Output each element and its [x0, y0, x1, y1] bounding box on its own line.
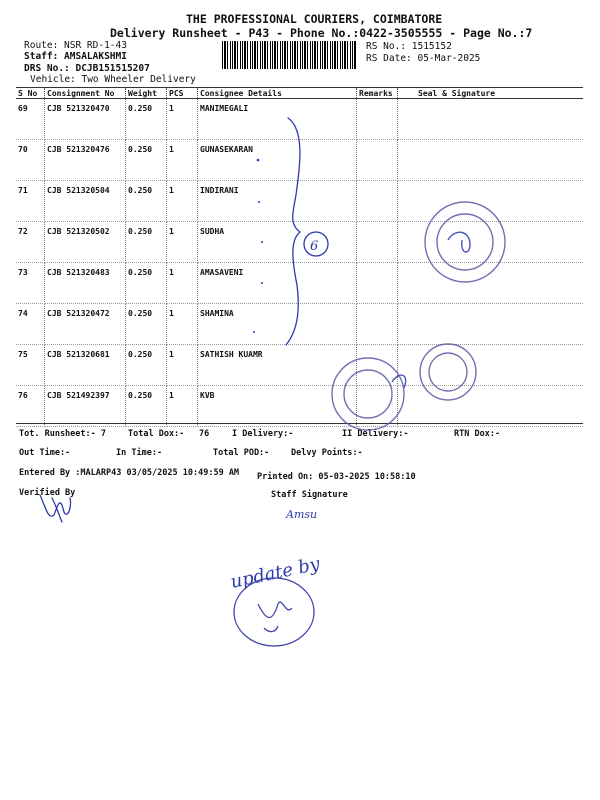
cell-pcs: 1: [169, 268, 174, 277]
cell-sno: 75: [18, 350, 28, 359]
tot-runsheet: Tot. Runsheet:- 7: [19, 429, 106, 439]
in-time: In Time:-: [116, 448, 163, 458]
cell-pcs: 1: [169, 104, 174, 113]
cell-pcs: 1: [169, 391, 174, 400]
cell-sno: 72: [18, 227, 28, 236]
cell-weight: 0.250: [128, 186, 153, 195]
col-pcs: PCS: [167, 88, 198, 99]
total-pod: Total POD:-: [213, 448, 270, 458]
col-remarks: Remarks: [357, 88, 398, 99]
rs-number: RS No.: 1515152: [366, 41, 452, 52]
update-note-text: update by: [228, 553, 322, 593]
cell-consignee: AMASAVENI: [200, 268, 244, 277]
cell-consignee: GUNASEKARAN: [200, 145, 253, 154]
cell-consignment: CJB 521320502: [47, 227, 110, 236]
cell-consignee: INDIRANI: [200, 186, 239, 195]
out-time: Out Time:-: [19, 448, 71, 458]
total-dox-label: Total Dox:-: [128, 429, 185, 439]
printed-on: Printed On: 05-03-2025 10:58:10: [257, 472, 416, 482]
branch-seal-stamp-icon: [332, 358, 404, 430]
cell-pcs: 1: [169, 145, 174, 154]
cell-consignee: SATHISH KUAMR: [200, 350, 263, 359]
cell-sno: 76: [18, 391, 28, 400]
cell-pcs: 1: [169, 309, 174, 318]
rs-date: RS Date: 05-Mar-2025: [366, 53, 481, 64]
cell-consignment: CJB 521320483: [47, 268, 110, 277]
ii-delivery: II Delivery:-: [342, 429, 409, 439]
staff-signature-text: Amsu: [286, 508, 318, 521]
col-consignee: Consignee Details: [198, 88, 357, 99]
col-seal-signature: Seal & Signature: [398, 88, 584, 99]
i-delivery: I Delivery:-: [232, 429, 294, 439]
verified-signature-icon: [40, 495, 71, 522]
verified-by: Verified By: [19, 488, 76, 498]
cell-sno: 69: [18, 104, 28, 113]
cell-weight: 0.250: [128, 350, 153, 359]
cell-sno: 73: [18, 268, 28, 277]
cell-weight: 0.250: [128, 227, 153, 236]
cell-pcs: 1: [169, 227, 174, 236]
cell-weight: 0.250: [128, 268, 153, 277]
tick-marks-icon: [253, 159, 263, 333]
curly-brace-icon: [286, 118, 300, 345]
staff-label: Staff: AMSALAKSHMI: [24, 51, 127, 62]
cell-weight: 0.250: [128, 104, 153, 113]
cell-weight: 0.250: [128, 309, 153, 318]
entered-by: Entered By :MALARP43 03/05/2025 10:49:59 AM: [19, 468, 240, 478]
company-title: THE PROFESSIONAL COURIERS, COIMBATORE: [186, 12, 443, 26]
cell-consignment: CJB 521320681: [47, 350, 110, 359]
cell-pcs: 1: [169, 350, 174, 359]
cell-sno: 71: [18, 186, 28, 195]
cell-weight: 0.250: [128, 391, 153, 400]
cell-sno: 70: [18, 145, 28, 154]
cell-pcs: 1: [169, 186, 174, 195]
cell-consignee: MANIMEGALI: [200, 104, 249, 113]
cell-consignment: CJB 521492397: [47, 391, 110, 400]
drs-label: DRS No.: DCJB151515207: [24, 63, 150, 74]
cell-consignment: CJB 521320504: [47, 186, 110, 195]
col-weight: Weight: [126, 88, 167, 99]
cell-consignee: SUDHA: [200, 227, 225, 236]
delvy-points: Delvy Points:-: [291, 448, 363, 458]
vehicle-label: Vehicle: Two Wheeler Delivery: [30, 74, 196, 85]
runsheet-subtitle: Delivery Runsheet - P43 - Phone No.:0422-3505555 - Page No.:7: [110, 26, 533, 40]
col-sno: S No: [16, 88, 45, 99]
cell-consignee: SHAMINA: [200, 309, 234, 318]
cell-consignment: CJB 521320472: [47, 309, 110, 318]
total-dox-value: 76: [199, 429, 210, 439]
rtn-dox: RTN Dox:-: [454, 429, 501, 439]
cell-consignment: CJB 521320476: [47, 145, 110, 154]
cell-consignee: KVB: [200, 391, 215, 400]
col-consignment: Consignment No: [45, 88, 126, 99]
cell-sno: 74: [18, 309, 28, 318]
staff-signature-label: Staff Signature: [271, 490, 348, 500]
update-signature-icon: [258, 602, 292, 632]
cell-consignment: CJB 521320470: [47, 104, 110, 113]
cell-weight: 0.250: [128, 145, 153, 154]
route-label: Route: NSR RD-1-43: [24, 40, 127, 51]
update-circle-icon: [234, 578, 314, 646]
bracket-count-text: 6: [310, 239, 319, 254]
